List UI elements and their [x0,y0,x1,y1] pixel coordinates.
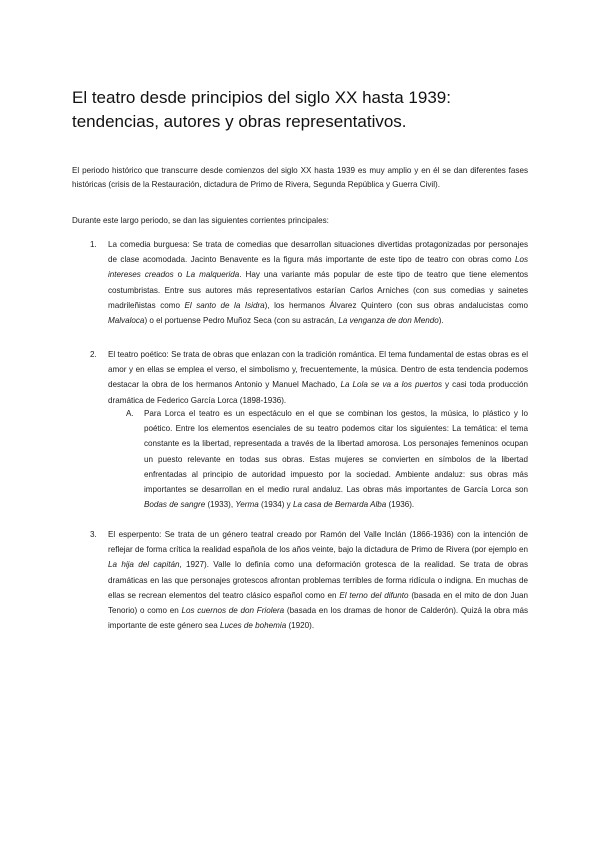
work-title: El terno del difunto [339,590,409,600]
work-title: Yerma [235,500,259,510]
sub-list-item-lorca [72,406,528,512]
list-item-text: El teatro poético: Se trata de obras que enlazan con la tradición romántica. El tema fundamental de estas obras es el amor y en ellas se emplea el verso, el simbolismo y, frecuentemente, la música. Dentro de esta tendencia podemos destacar la obra de los hermanos Antonio y Manuel Machado, La Lola se va a los puertos y casi toda producción dramática de Federico García Lorca (1898-1936). [108,350,528,405]
list-number: 2. [90,350,97,359]
list-number: 1. [90,240,97,249]
work-title: La hija del capitán [108,560,180,570]
list-item-text: La comedia burguesa: Se trata de comedias que desarrollan situaciones divertidas protagonizadas por personajes de clase acomodada. Jacinto Benavente es la figura más importante de este tipo de teatro con obras como Los intereses creados o La malquerida. Hay una variante más popular de este tipo de teatro que tiene elementos costumbristas. Entre sus autores más representativos estarían Carlos Arniches (con sus comedias y sainetes madrileñistas como El santo de la Isidra), los hermanos Álvarez Quintero (con sus obras andalucistas como Malvaloca) o el portuense Pedro Muñoz Seca (con su astracán, La venganza de don Mendo). [108,240,529,326]
work-title: La Lola se va a los puertos [340,380,443,390]
sub-list-letter: A. [126,409,134,418]
work-title: La venganza de don Mendo [338,316,439,326]
list-item-comedia-burguesa [72,237,528,328]
list-number: 3. [90,530,97,539]
work-title: La casa de Bernarda Alba [292,500,387,510]
work-title: Malvaloca [108,316,145,326]
page-title: El teatro desde principios del siglo XX hasta 1939: tendencias, autores y obras representativos. [72,88,451,131]
lead-paragraph: Durante este largo periodo, se dan las siguientes corrientes principales: [72,216,329,225]
work-title: Bodas de sangre [144,500,206,510]
work-title: La malquerida [186,270,240,280]
work-title: Los intereses creados [108,255,528,280]
work-title: El santo de la Isidra [184,300,265,310]
list-item-text: El esperpento: Se trata de un género teatral creado por Ramón del Valle Inclán (1866-1936) con la intención de reflejar de forma crítica la realidad española de los años veinte, bajo la dictadura de Primo de Rivera (por ejemplo en La hija del capitán, 1927). Valle lo definía como una deformación grotesca de la realidad. Se trata de obras dramáticas en las que personajes grotescos afrontan problemas terribles de forma ridícula o indigna. En muchas de ellas se recrean elementos del teatro clásico español como en El terno del difunto (basada en el mito de don Juan Tenorio) o como en Los cuernos de don Friolera (basada en los dramas de honor de Calderón). Quizá la obra más importante de este género sea Luces de bohemia (1920). [108,530,529,631]
sub-list-item-text: Para Lorca el teatro es un espectáculo en el que se combinan los gestos, la música, lo plástico y lo poético. Entre los elementos esenciales de su teatro podemos citar los siguientes: La temática: el tema constante es la libertad, representada a través de la libertad amorosa. Los personajes femeninos ocupan un puesto relevante en todas sus obras. Estas mujeres se convierten en símbolos de la libertad enfrentadas al principio de autoridad impuesto por la sociedad. Ambiente andaluz: sus obras más importantes se desarrollan en el medio rural andaluz. Las obras más importantes de García Lorca son Bodas de sangre (1933), Yerma (1934) y La casa de Bernarda Alba (1936). [144,409,528,510]
list-item-esperpento [72,527,528,633]
intro-paragraph: El periodo histórico que transcurre desde comienzos del siglo XX hasta 1939 es muy amplio y en él se dan diferentes fases históricas (crisis de la Restauración, dictadura de Primo de Rivera, Segunda República y Guerra Civil). [72,166,528,190]
work-title: Luces de bohemia [220,621,287,631]
list-item-teatro-poetico [72,347,528,408]
work-title: Los cuernos de don Friolera [181,606,285,616]
